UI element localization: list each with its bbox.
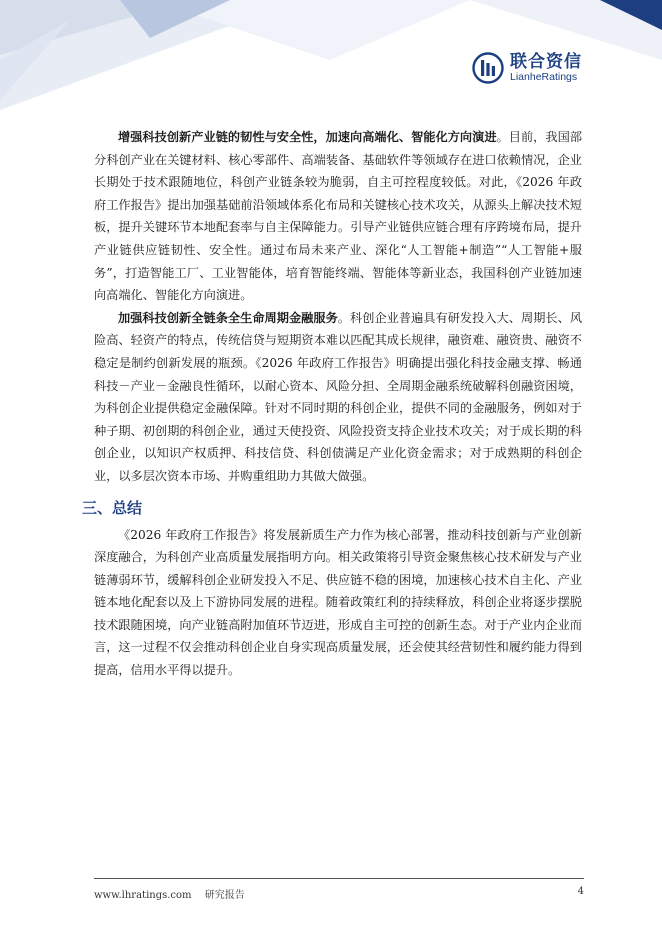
paragraph-industry-chain — [94, 126, 582, 307]
document-body — [82, 126, 583, 682]
paragraph-lead: 加强科技创新全链条全生命周期金融服务 — [118, 310, 338, 325]
brand-name-cn: 联合资信 — [510, 51, 582, 72]
paragraph-lead: 增强科技创新产业链的韧性与安全性，加速向高端化、智能化方向演进 — [118, 130, 497, 144]
paragraph-summary: 《2026 年政府工作报告》将发展新质生产力作为核心部署，推动科技创新与产业创新深度融合，为科创产业高质量发展指明方向。相关政策将引导资金聚焦核心技术研发与产业链薄弱环节，缓解科创企业研发投入不足、供应链不稳的困境，加速核心技术自主化、产业链本地化配套以及上下游协同发展的进程。随着政策红利的持续释放，科创企业将逐步摆脱技术跟随困境，向产业链高附加值环节迈进，形成自主可控的创新生态。对于产业内企业而言，这一过程不仅会推动科创企业自身实现高质量发展，还会使其经营韧性和履约能力得到提高，信用水平得以提升。 — [94, 527, 582, 678]
footer-doc-type: 研究报告 — [204, 890, 245, 901]
brand-logo — [472, 52, 582, 84]
page-footer — [94, 886, 584, 901]
footer-divider — [94, 878, 584, 879]
paragraph-text: 。科创企业普遍具有研发投入大、周期长、风险高、轻资产的特点，传统信贷与短期资本难以匹配其成长规律，融资难、融资贵、融资不稳定是制约创新发展的瓶颈。《2026 年政府工作报告》明确提出强化科技金融支撑、畅通科技－产业－金融良性循环，以耐心资本、风险分担、全周期金融系统破解科创融资困境，为科创企业提供稳定金融保障。针对不同时期的科创企业，提供不同的金融服务，例如对于种子期、初创期的科创企业，通过天使投资、风险投资支持企业技术攻关；对于成长期的科创企业，以知识产权质押、科技信贷、科创债满足产业化资金需求；对于成熟期的科创企业，以多层次资本市场、并购重组助力其做大做强。 — [94, 310, 583, 483]
paragraph-text: 。目前，我国部分科创产业在关键材料、核心零部件、高端装备、基础软件等领域存在进口依赖情况，企业长期处于技术跟随地位，科创产业链条较为脆弱，自主可控程度较低。对此，《2026 年政府工作报告》提出加强基础前沿领域体系化布局和关键核心技术攻关，从源头上解决技术短板，提升关键环节本地配套率与自主保障能力。引导产业链供应链合理有序跨境布局，提升产业链供应链韧性、安全性。通过布局未来产业、深化“人工智能+制造”“人工智能+服务”，打造智能工厂、工业智能体，培育智能终端、智能体等新业态，我国科创产业链加速向高端化、智能化方向演进。 — [94, 130, 583, 303]
page-number: 4 — [577, 886, 584, 897]
section-heading-summary: 三、总结 — [82, 498, 143, 517]
paragraph-financial-services — [94, 307, 582, 488]
brand-name-en: LianheRatings — [510, 70, 578, 83]
footer-website: www.lhratings.com — [94, 890, 192, 901]
logo-mark-icon — [472, 52, 504, 84]
